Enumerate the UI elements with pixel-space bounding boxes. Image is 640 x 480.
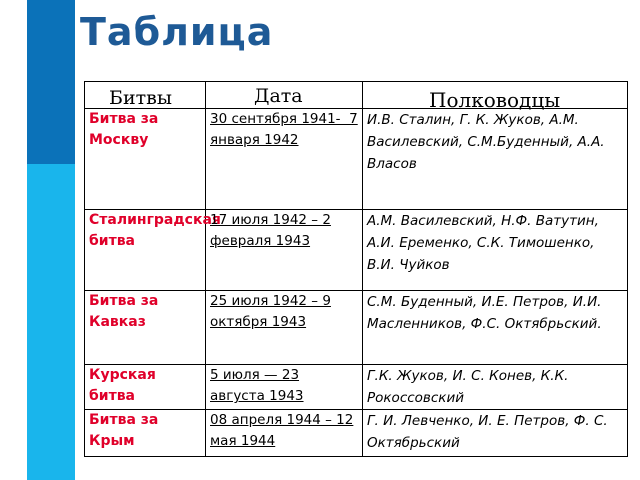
commanders-cell: Г.К. Жуков, И. С. Конев, К.К. Рокоссовский [363, 365, 628, 410]
decorative-bar-dark [27, 0, 75, 164]
date-cell: 30 сентября 1941- 7 января 1942 [206, 109, 363, 210]
commanders-cell: А.М. Василевский, Н.Ф. Ватутин, А.И. Еременко, С.К. Тимошенко, В.И. Чуйков [363, 210, 628, 291]
battle-cell: Курская битва [85, 365, 206, 410]
battle-cell: Битва за Кавказ [85, 291, 206, 365]
header-date-label: Дата [254, 85, 303, 107]
header-date [206, 82, 363, 109]
commanders-cell: И.В. Сталин, Г. К. Жуков, А.М. Василевский, С.М.Буденный, А.А. Власов [363, 109, 628, 210]
table-row [85, 291, 628, 365]
table-row [85, 410, 628, 457]
header-battles [85, 82, 206, 109]
battles-table [84, 81, 628, 457]
commanders-cell: С.М. Буденный, И.Е. Петров, И.И. Масленников, Ф.С. Октябрьский. [363, 291, 628, 365]
date-cell: 08 апреля 1944 – 12 мая 1944 [206, 410, 363, 457]
table-header-row [85, 82, 628, 109]
date-cell: 5 июля — 23 августа 1943 [206, 365, 363, 410]
header-battles-label: Битвы [109, 87, 172, 109]
battle-cell: Сталинградская битва [85, 210, 206, 291]
date-cell: 17 июля 1942 – 2 февраля 1943 [206, 210, 363, 291]
commanders-cell: Г. И. Левченко, И. Е. Петров, Ф. С. Октябрьский [363, 410, 628, 457]
battle-cell: Битва за Крым [85, 410, 206, 457]
table-row [85, 109, 628, 210]
page-title: Таблица [80, 10, 274, 54]
decorative-bar-light [27, 164, 75, 480]
battle-cell: Битва за Москву [85, 109, 206, 210]
header-commanders-label: Полководцы [429, 88, 561, 112]
date-cell: 25 июля 1942 – 9 октября 1943 [206, 291, 363, 365]
table-row [85, 365, 628, 410]
table-row [85, 210, 628, 291]
header-commanders [363, 82, 628, 112]
